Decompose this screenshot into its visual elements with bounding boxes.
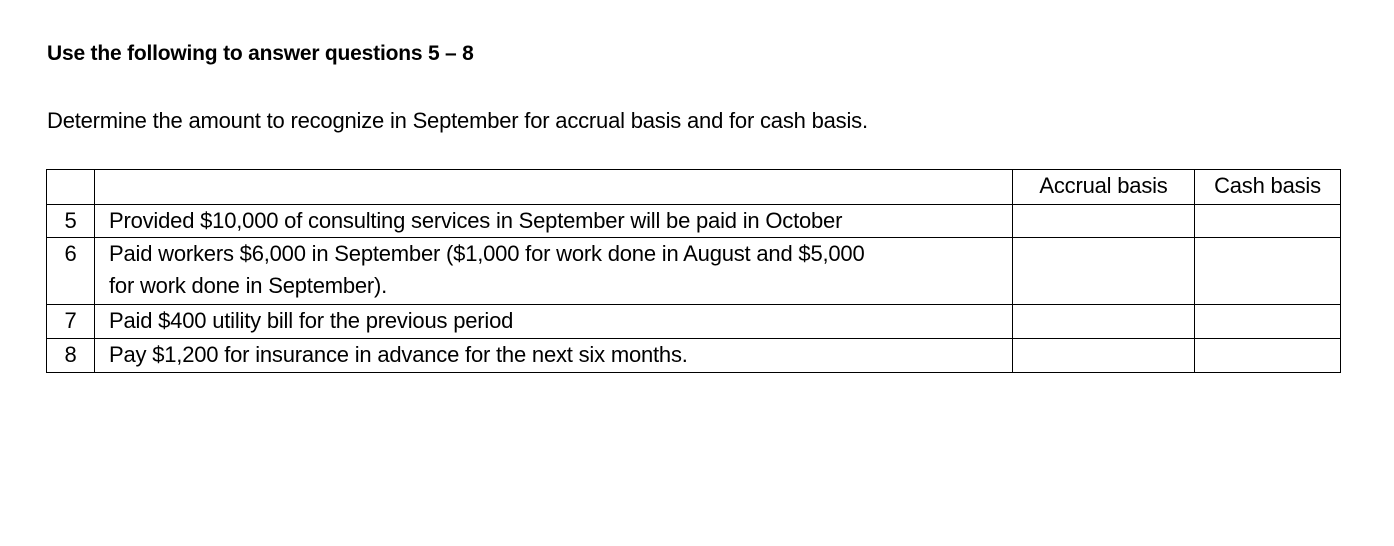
header-description-cell	[95, 170, 1013, 205]
accrual-answer-cell	[1013, 339, 1195, 373]
question-number: 6	[47, 238, 95, 305]
header-number-cell	[47, 170, 95, 205]
table-row	[47, 205, 1341, 238]
accrual-answer-cell	[1013, 205, 1195, 238]
question-description-line-1: Paid workers $6,000 in September ($1,000 for work done in August and $5,000	[109, 241, 865, 266]
questions-table	[46, 169, 1341, 373]
table-row	[47, 339, 1341, 373]
header-cash-basis: Cash basis	[1195, 170, 1341, 205]
question-description-line-2: for work done in September).	[109, 273, 388, 298]
accrual-answer-cell	[1013, 238, 1195, 305]
header-accrual-basis: Accrual basis	[1013, 170, 1195, 205]
question-number: 8	[47, 339, 95, 373]
question-description	[95, 238, 1013, 305]
cash-answer-cell	[1195, 305, 1341, 339]
cash-answer-cell	[1195, 238, 1341, 305]
table-row	[47, 238, 1341, 305]
table-header-row	[47, 170, 1341, 205]
question-description: Paid $400 utility bill for the previous period	[95, 305, 1013, 339]
cash-answer-cell	[1195, 339, 1341, 373]
instruction-text: Determine the amount to recognize in September for accrual basis and for cash basis.	[47, 108, 868, 133]
question-description: Provided $10,000 of consulting services in September will be paid in October	[95, 205, 1013, 238]
question-number: 7	[47, 305, 95, 339]
question-description: Pay $1,200 for insurance in advance for the next six months.	[95, 339, 1013, 373]
cash-answer-cell	[1195, 205, 1341, 238]
table-row	[47, 305, 1341, 339]
accrual-answer-cell	[1013, 305, 1195, 339]
question-number: 5	[47, 205, 95, 238]
section-heading: Use the following to answer questions 5 – 8	[47, 42, 474, 65]
